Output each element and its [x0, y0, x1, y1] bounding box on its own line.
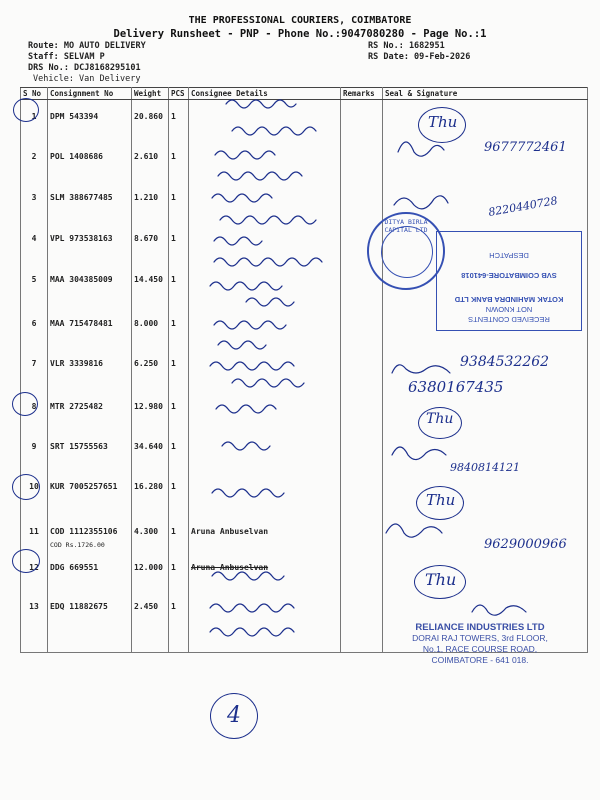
- col-consignee: Consignee Details: [189, 88, 341, 100]
- cell-sno: 10: [21, 470, 48, 515]
- signature-scribble: [392, 365, 450, 373]
- handwritten-name-scribble: [222, 442, 270, 450]
- handwritten-name-scribble: [246, 298, 294, 306]
- company-title: THE PROFESSIONAL COURIERS, COIMBATORE: [188, 15, 412, 26]
- thu-signature: Thu: [428, 113, 458, 131]
- cell-sno: 5: [21, 263, 48, 307]
- consignee-struck: Aruna Anbuselvan: [191, 562, 269, 572]
- col-pcs: PCS: [169, 88, 189, 100]
- cell-sno: 13: [21, 590, 48, 653]
- cod-amount: COD Rs.1726.00: [50, 540, 105, 549]
- cell-consignment: VLR 3339816: [48, 347, 132, 390]
- handwritten-name-scribble: [218, 172, 302, 180]
- signature-scribble: [392, 447, 446, 460]
- cell-consignment: MTR 2725482: [48, 390, 132, 430]
- cell-consignment: EDQ 11882675: [48, 590, 132, 653]
- cell-sno: 12: [21, 551, 48, 590]
- route-label: Route: MO AUTO DELIVERY: [28, 41, 146, 51]
- handwritten-phone: 9677772461: [484, 140, 567, 155]
- handwritten-name-scribble: [214, 258, 322, 266]
- signature-scribble: [398, 142, 444, 156]
- cell-sno: 2: [21, 140, 48, 181]
- handwritten-phone: 6380167435: [408, 378, 504, 396]
- handwritten-name-scribble: [212, 194, 272, 202]
- cell-pcs: 1: [169, 181, 189, 222]
- handwritten-page-number: 4: [210, 693, 258, 739]
- cell-weight: 20.860: [132, 100, 169, 140]
- handwritten-name-scribble: [218, 341, 266, 349]
- bank-despatch-stamp: [436, 231, 582, 331]
- handwritten-phone: 9629000966: [484, 537, 567, 552]
- cell-pcs: 1: [169, 430, 189, 470]
- staff-label: Staff: SELVAM P: [28, 52, 105, 62]
- signature-scribble: [472, 605, 526, 615]
- handwritten-name-scribble: [216, 405, 276, 413]
- cell-pcs: 1: [169, 307, 189, 347]
- handwritten-name-scribble: [214, 321, 286, 329]
- cell-pcs: 1: [169, 551, 189, 590]
- cell-sno: 6: [21, 307, 48, 347]
- cell-weight: 16.280: [132, 470, 169, 515]
- cell-consignment: SRT 15755563: [48, 430, 132, 470]
- handwritten-name-scribble: [226, 100, 296, 108]
- consignment-no: COD 1112355106: [50, 526, 118, 536]
- stamp-company-name: RELIANCE INDUSTRIES LTD: [415, 622, 545, 633]
- rs-date: RS Date: 09-Feb-2026: [368, 52, 471, 62]
- handwritten-name-scribble: [212, 572, 284, 580]
- cell-weight: 2.450: [132, 590, 169, 653]
- handwritten-name-scribble: [232, 127, 316, 135]
- cell-sno: 3: [21, 181, 48, 222]
- cell-pcs: 1: [169, 470, 189, 515]
- cell-consignment: DDG 669551: [48, 551, 132, 590]
- stamp-address-line: COIMBATORE - 641 018.: [431, 655, 529, 665]
- cell-consignment: MAA 304385009: [48, 263, 132, 307]
- stamp-address-line: DORAI RAJ TOWERS, 3rd FLOOR,: [412, 633, 548, 643]
- drs-number: DRS No.: DCJ8168295101: [28, 63, 141, 73]
- cell-pcs: 1: [169, 263, 189, 307]
- signature-scribble: [394, 196, 448, 209]
- cell-pcs: 1: [169, 515, 189, 551]
- handwritten-name-scribble: [212, 489, 284, 497]
- cell-weight: 2.610: [132, 140, 169, 181]
- seal-text: DITYA BIRLA CAPITAL LTD: [384, 218, 428, 234]
- company-round-seal: [367, 212, 445, 290]
- cell-consignment: DPM 543394: [48, 100, 132, 140]
- cell-consignment: SLM 388677485: [48, 181, 132, 222]
- cell-sno: 1: [21, 100, 48, 140]
- handwritten-name-scribble: [210, 604, 294, 612]
- handwritten-name-scribble: [220, 216, 316, 224]
- cell-weight: 12.000: [132, 551, 169, 590]
- cell-sno: 9: [21, 430, 48, 470]
- cell-weight: 8.000: [132, 307, 169, 347]
- cell-weight: 1.210: [132, 181, 169, 222]
- runsheet-subtitle: Delivery Runsheet - PNP - Phone No.:9047080280 - Page No.:1: [113, 28, 487, 40]
- stamp-line: DESPATCH: [489, 251, 529, 260]
- col-seal: Seal & Signature: [383, 88, 588, 100]
- cell-sno: 8: [21, 390, 48, 430]
- col-remarks: Remarks: [341, 88, 383, 100]
- cell-pcs: 1: [169, 140, 189, 181]
- col-sno: S No: [21, 88, 48, 100]
- handwritten-name-scribble: [232, 379, 304, 387]
- handwritten-phone: 9384532262: [460, 354, 550, 370]
- handwritten-phone: 8220440728: [487, 194, 559, 219]
- vehicle-label: Vehicle: Van Delivery: [33, 74, 141, 84]
- stamp-line: KOTAK MAHINDRA BANK LTD: [454, 295, 564, 304]
- cell-consignment: VPL 973538163: [48, 222, 132, 263]
- cell-consignment: POL 1408686: [48, 140, 132, 181]
- cell-weight: 14.450: [132, 263, 169, 307]
- cell-consignee: Aruna Anbuselvan: [189, 515, 341, 551]
- thu-signature: Thu: [426, 491, 456, 509]
- cell-weight: 4.300: [132, 515, 169, 551]
- cell-consignment: KUR 7005257651: [48, 470, 132, 515]
- handwritten-name-scribble: [214, 237, 262, 245]
- reliance-address-stamp: [380, 622, 580, 666]
- cell-sno: 7: [21, 347, 48, 390]
- cell-weight: 8.670: [132, 222, 169, 263]
- handwritten-name-scribble: [210, 628, 294, 636]
- cell-weight: 12.980: [132, 390, 169, 430]
- cell-pcs: 1: [169, 590, 189, 653]
- col-consignment: Consignment No: [48, 88, 132, 100]
- stamp-line: SVB COIMBATORE-641018: [461, 271, 557, 280]
- thu-signature: Thu: [426, 411, 454, 427]
- stamp-address-line: No.1, RACE COURSE ROAD,: [422, 644, 538, 654]
- handwritten-name-scribble: [215, 151, 275, 159]
- handwritten-name-scribble: [210, 282, 282, 290]
- stamp-line: RECEIVED CONTENTS: [468, 315, 550, 324]
- thu-signature: Thu: [425, 570, 457, 589]
- rs-number: RS No.: 1682951: [368, 41, 445, 51]
- cell-pcs: 1: [169, 222, 189, 263]
- cell-pcs: 1: [169, 390, 189, 430]
- handwritten-phone: 9840814121: [450, 461, 520, 474]
- cell-weight: 6.250: [132, 347, 169, 390]
- cell-pcs: 1: [169, 100, 189, 140]
- col-weight: Weight: [132, 88, 169, 100]
- cell-weight: 34.640: [132, 430, 169, 470]
- cell-consignment: MAA 715478481: [48, 307, 132, 347]
- cell-sno: 4: [21, 222, 48, 263]
- signature-scribble: [386, 524, 442, 537]
- stamp-line: NOT KNOWN: [485, 305, 533, 314]
- cell-sno: 11: [21, 515, 48, 551]
- cell-pcs: 1: [169, 347, 189, 390]
- handwritten-name-scribble: [210, 362, 294, 370]
